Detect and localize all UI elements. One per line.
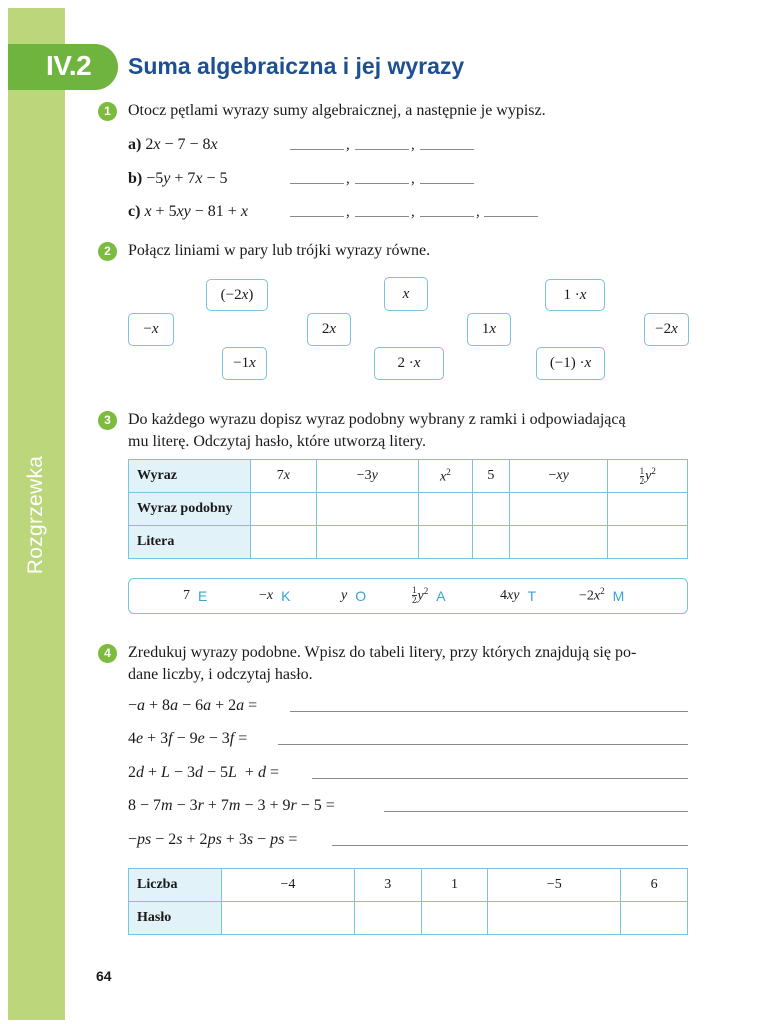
table-row [129, 902, 688, 935]
answer-line[interactable] [290, 183, 344, 184]
number-cell: −5 [488, 869, 621, 902]
task-3-number: 3 [98, 411, 117, 430]
task-4-instruction-line1: Zredukuj wyrazy podobne. Wpisz do tabeli litery, przy których znajdują się po- [128, 644, 637, 661]
task-4-table [128, 868, 688, 935]
choice-item [341, 579, 366, 612]
tile-1-dot-x[interactable]: 1 · x [545, 279, 605, 311]
row-header: Hasło [129, 902, 222, 935]
comma: , [346, 137, 350, 153]
term-cell: 5 [472, 460, 509, 493]
page-number: 64 [96, 968, 112, 984]
row-header: Liczba [129, 869, 222, 902]
answer-cell[interactable] [509, 493, 608, 526]
answer-line[interactable] [420, 183, 474, 184]
task-4-instruction-line2: dane liczby, i odczytaj hasło. [128, 666, 313, 683]
tile-minus-1x[interactable]: −1 x [222, 347, 267, 380]
answer-line[interactable] [290, 216, 344, 217]
term-cell: −xy [509, 460, 608, 493]
choice-term: y [341, 587, 348, 603]
answer-cell[interactable] [509, 526, 608, 559]
answer-cell[interactable] [251, 493, 317, 526]
equation: 4e + 3f − 9e − 3f = [128, 730, 248, 747]
answer-line[interactable] [355, 149, 409, 150]
comma: , [411, 137, 415, 153]
answer-cell[interactable] [316, 493, 418, 526]
number-cell: −4 [222, 869, 355, 902]
answer-cell[interactable] [316, 526, 418, 559]
choice-term: $\frac{1}{2}$ $y^2$ [412, 585, 429, 606]
tile-minus-2x-paren[interactable]: (−2 x ) [206, 279, 268, 311]
answer-cell[interactable] [608, 526, 688, 559]
answer-line[interactable] [332, 845, 688, 846]
number-cell: 6 [621, 869, 688, 902]
answer-cell[interactable] [472, 493, 509, 526]
task-2-instruction: Połącz liniami w pary lub trójki wyrazy równe. [128, 242, 431, 259]
equation: 2d + L − 3d − 5L + d = [128, 764, 279, 781]
number-cell: 3 [354, 869, 421, 902]
choice-item [500, 579, 536, 612]
task-1-item-b [128, 170, 228, 188]
task-1-number: 1 [98, 102, 117, 121]
table-row [129, 526, 688, 559]
choice-letter: E [198, 587, 208, 604]
choice-letter: A [436, 587, 446, 604]
choice-letter: T [527, 587, 536, 604]
table-row [129, 460, 688, 493]
table-row [129, 493, 688, 526]
term-cell: −3y [316, 460, 418, 493]
task-3-instruction-line2: mu literę. Odczytaj hasło, które utworzą litery. [128, 433, 426, 450]
answer-cell[interactable] [222, 902, 355, 935]
comma: , [411, 171, 415, 187]
expression: x + 5xy − 81 + x [144, 203, 248, 220]
choice-letter: K [281, 587, 291, 604]
task-3-instruction-line1: Do każdego wyrazu dopisz wyraz podobny wybrany z ramki i odpowiadającą [128, 411, 626, 428]
tile-minus-x[interactable]: − x [128, 313, 174, 346]
answer-cell[interactable] [251, 526, 317, 559]
chapter-number: IV.2 [46, 50, 92, 81]
answer-line[interactable] [355, 216, 409, 217]
comma: , [346, 171, 350, 187]
tile-2-dot-x[interactable]: 2 · x [374, 347, 444, 380]
choice-item [412, 579, 446, 612]
comma: , [346, 204, 350, 220]
answer-line[interactable] [484, 216, 538, 217]
answer-cell[interactable] [608, 493, 688, 526]
item-label: b) [128, 170, 143, 187]
choice-item [579, 579, 624, 612]
equation: −ps − 2s + 2ps + 3s − ps = [128, 831, 298, 848]
tile-minus-1-dot-x[interactable]: (−1) · x [536, 347, 605, 380]
answer-cell[interactable] [421, 902, 488, 935]
tile-minus-2x[interactable]: −2 x [644, 313, 689, 346]
choice-item [259, 579, 290, 612]
answer-line[interactable] [290, 711, 688, 712]
task-2-number: 2 [98, 242, 117, 261]
answer-cell[interactable] [418, 493, 472, 526]
answer-cell[interactable] [418, 526, 472, 559]
answer-line[interactable] [278, 744, 688, 745]
answer-cell[interactable] [354, 902, 421, 935]
row-header: Wyraz [129, 460, 251, 493]
answer-line[interactable] [355, 183, 409, 184]
choice-item [183, 579, 207, 612]
answer-cell[interactable] [488, 902, 621, 935]
choice-term: 7 [183, 587, 190, 603]
task-1-instruction: Otocz pętlami wyrazy sumy algebraicznej, a następnie je wypisz. [128, 102, 546, 119]
answer-line[interactable] [420, 149, 474, 150]
row-header: Litera [129, 526, 251, 559]
table-row [129, 869, 688, 902]
equation: 8 − 7m − 3r + 7m − 3 + 9r − 5 = [128, 797, 335, 814]
choice-letter: M [612, 587, 625, 604]
equation: −a + 8a − 6a + 2a = [128, 697, 258, 714]
sidebar-label: Rozgrzewka [24, 455, 47, 575]
item-label: a) [128, 136, 142, 153]
choice-letter: O [355, 587, 367, 604]
task-1-item-a [128, 136, 218, 154]
tile-1x[interactable]: 1 x [467, 313, 511, 346]
page-title: Suma algebraiczna i jej wyrazy [128, 53, 465, 79]
tile-x[interactable]: x [384, 277, 428, 311]
number-cell: 1 [421, 869, 488, 902]
choice-term: $-2x^2$ [579, 586, 605, 604]
choice-box [128, 578, 688, 614]
answer-line[interactable] [420, 216, 474, 217]
item-label: c) [128, 203, 141, 220]
task-3-table [128, 459, 688, 559]
answer-line[interactable] [312, 778, 688, 779]
comma: , [411, 204, 415, 220]
comma: , [476, 204, 480, 220]
task-1-item-c [128, 203, 248, 221]
choice-term: −x [259, 587, 274, 603]
choice-term: 4xy [500, 587, 520, 603]
row-header: Wyraz podobny [129, 493, 251, 526]
term-cell: $x^2$ [418, 460, 472, 493]
term-cell: $\frac{1}{2}$ $y^2$ [608, 460, 688, 493]
expression: −5y + 7x − 5 [146, 170, 228, 187]
term-cell: 7x [251, 460, 317, 493]
task-4-number: 4 [98, 644, 117, 663]
answer-cell[interactable] [472, 526, 509, 559]
answer-line[interactable] [384, 811, 688, 812]
answer-line[interactable] [290, 149, 344, 150]
expression: 2x − 7 − 8x [145, 136, 218, 153]
tile-2x[interactable]: 2 x [307, 313, 351, 346]
answer-cell[interactable] [621, 902, 688, 935]
